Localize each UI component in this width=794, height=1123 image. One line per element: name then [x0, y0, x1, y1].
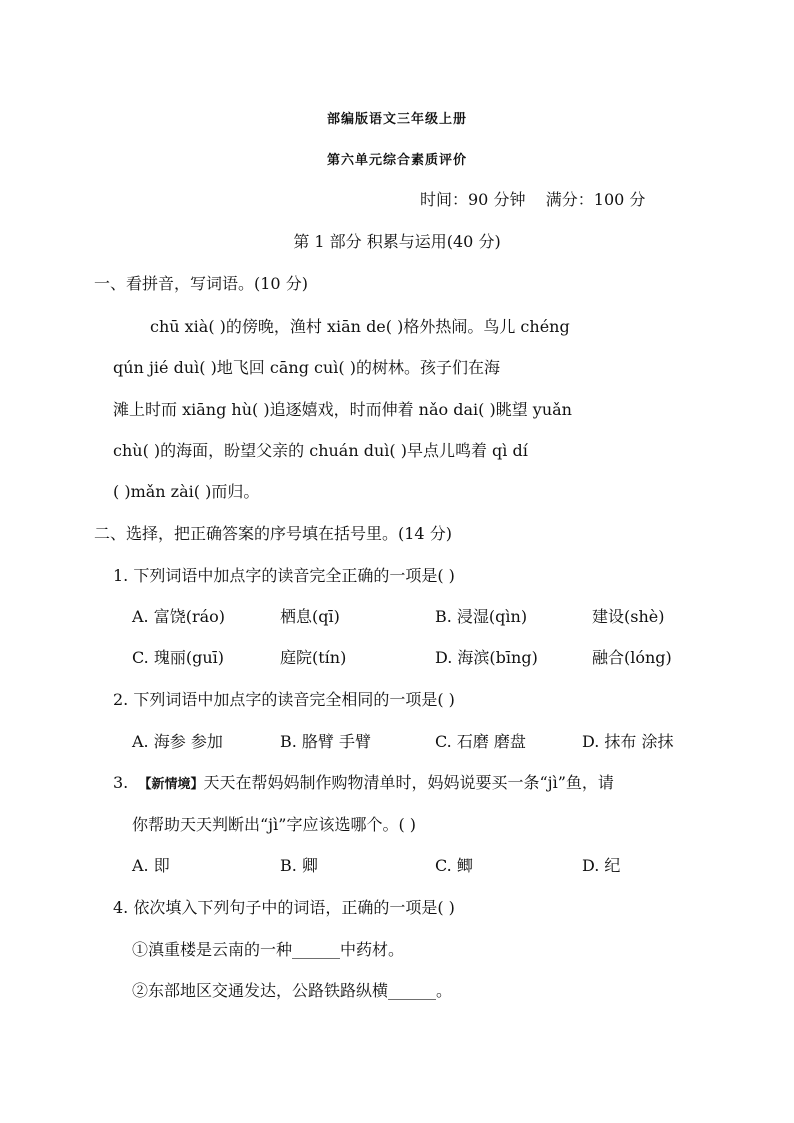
- q4-item-2: ②东部地区交通发达，公路铁路纵横______。: [132, 981, 453, 1000]
- new-context-tag: 【新情境】: [138, 777, 204, 792]
- q2-option-a: A. 海参 参加: [132, 732, 223, 751]
- q1-option-a-1: A. 富饶(ráo): [132, 607, 226, 626]
- exam-title: 部编版语文三年级上册: [326, 112, 467, 127]
- q2-option-b: B. 胳臂 手臂: [280, 732, 372, 751]
- exam-meta: [420, 190, 645, 210]
- section1-line: chū xià( )的傍晚，渔村 xiān de( )格外热闹。鸟儿 chéng: [150, 317, 570, 336]
- q1-option-c-2: 庭院(tín): [280, 648, 347, 667]
- score-label: 满分：100 分: [545, 190, 646, 209]
- exam-subtitle: 第六单元综合素质评价: [326, 153, 467, 168]
- q3-option-b: B. 卿: [280, 856, 318, 875]
- section1-line: ( )mǎn zài( )而归。: [113, 482, 260, 501]
- q2-option-c: C. 石磨 磨盘: [435, 732, 526, 751]
- section1-line: chù( )的海面，盼望父亲的 chuán duì( )早点儿鸣着 qì dí: [113, 441, 528, 460]
- question-3-stem: [113, 773, 614, 795]
- section1-line: 滩上时而 xiāng hù( )追逐嬉戏，时而伸着 nǎo dai( )眺望 yuǎn: [113, 400, 572, 419]
- q1-option-a-2: 栖息(qī): [280, 607, 340, 626]
- question-3-stem-line2: 你帮助天天判断出“jì”字应该选哪个。( ): [132, 815, 417, 834]
- part-title: 第 1 部分 积累与运用(40 分): [293, 232, 501, 251]
- q1-option-d-1: D. 海滨(bīng): [435, 648, 538, 667]
- q3-option-a: A. 即: [132, 856, 170, 875]
- section1-heading: 一、看拼音，写词语。(10 分): [94, 274, 308, 293]
- q1-option-b-1: B. 浸湿(qìn): [435, 607, 528, 626]
- question-1-stem: 1. 下列词语中加点字的读音完全正确的一项是( ): [113, 566, 455, 585]
- q3-option-d: D. 纪: [582, 856, 621, 875]
- question-4-stem: 4. 依次填入下列句子中的词语，正确的一项是( ): [113, 898, 455, 917]
- q1-option-c-1: C. 瑰丽(guī): [132, 648, 224, 667]
- time-label: 时间：90 分钟: [420, 190, 526, 209]
- q1-option-b-2: 建设(shè): [592, 607, 665, 626]
- question-2-stem: 2. 下列词语中加点字的读音完全相同的一项是( ): [113, 690, 455, 709]
- q3-stem-text: 天天在帮妈妈制作购物清单时，妈妈说要买一条“jì”鱼，请: [203, 773, 614, 792]
- q3-number: 3.: [113, 773, 129, 792]
- q1-option-d-2: 融合(lóng): [592, 648, 672, 667]
- section2-heading: 二、选择，把正确答案的序号填在括号里。(14 分): [94, 524, 452, 543]
- q2-option-d: D. 抹布 涂抹: [582, 732, 674, 751]
- q3-option-c: C. 鲫: [435, 856, 473, 875]
- section1-line: qún jié duì( )地飞回 cāng cuì( )的树林。孩子们在海: [113, 358, 500, 377]
- q4-item-1: ①滇重楼是云南的一种______中药材。: [132, 940, 405, 959]
